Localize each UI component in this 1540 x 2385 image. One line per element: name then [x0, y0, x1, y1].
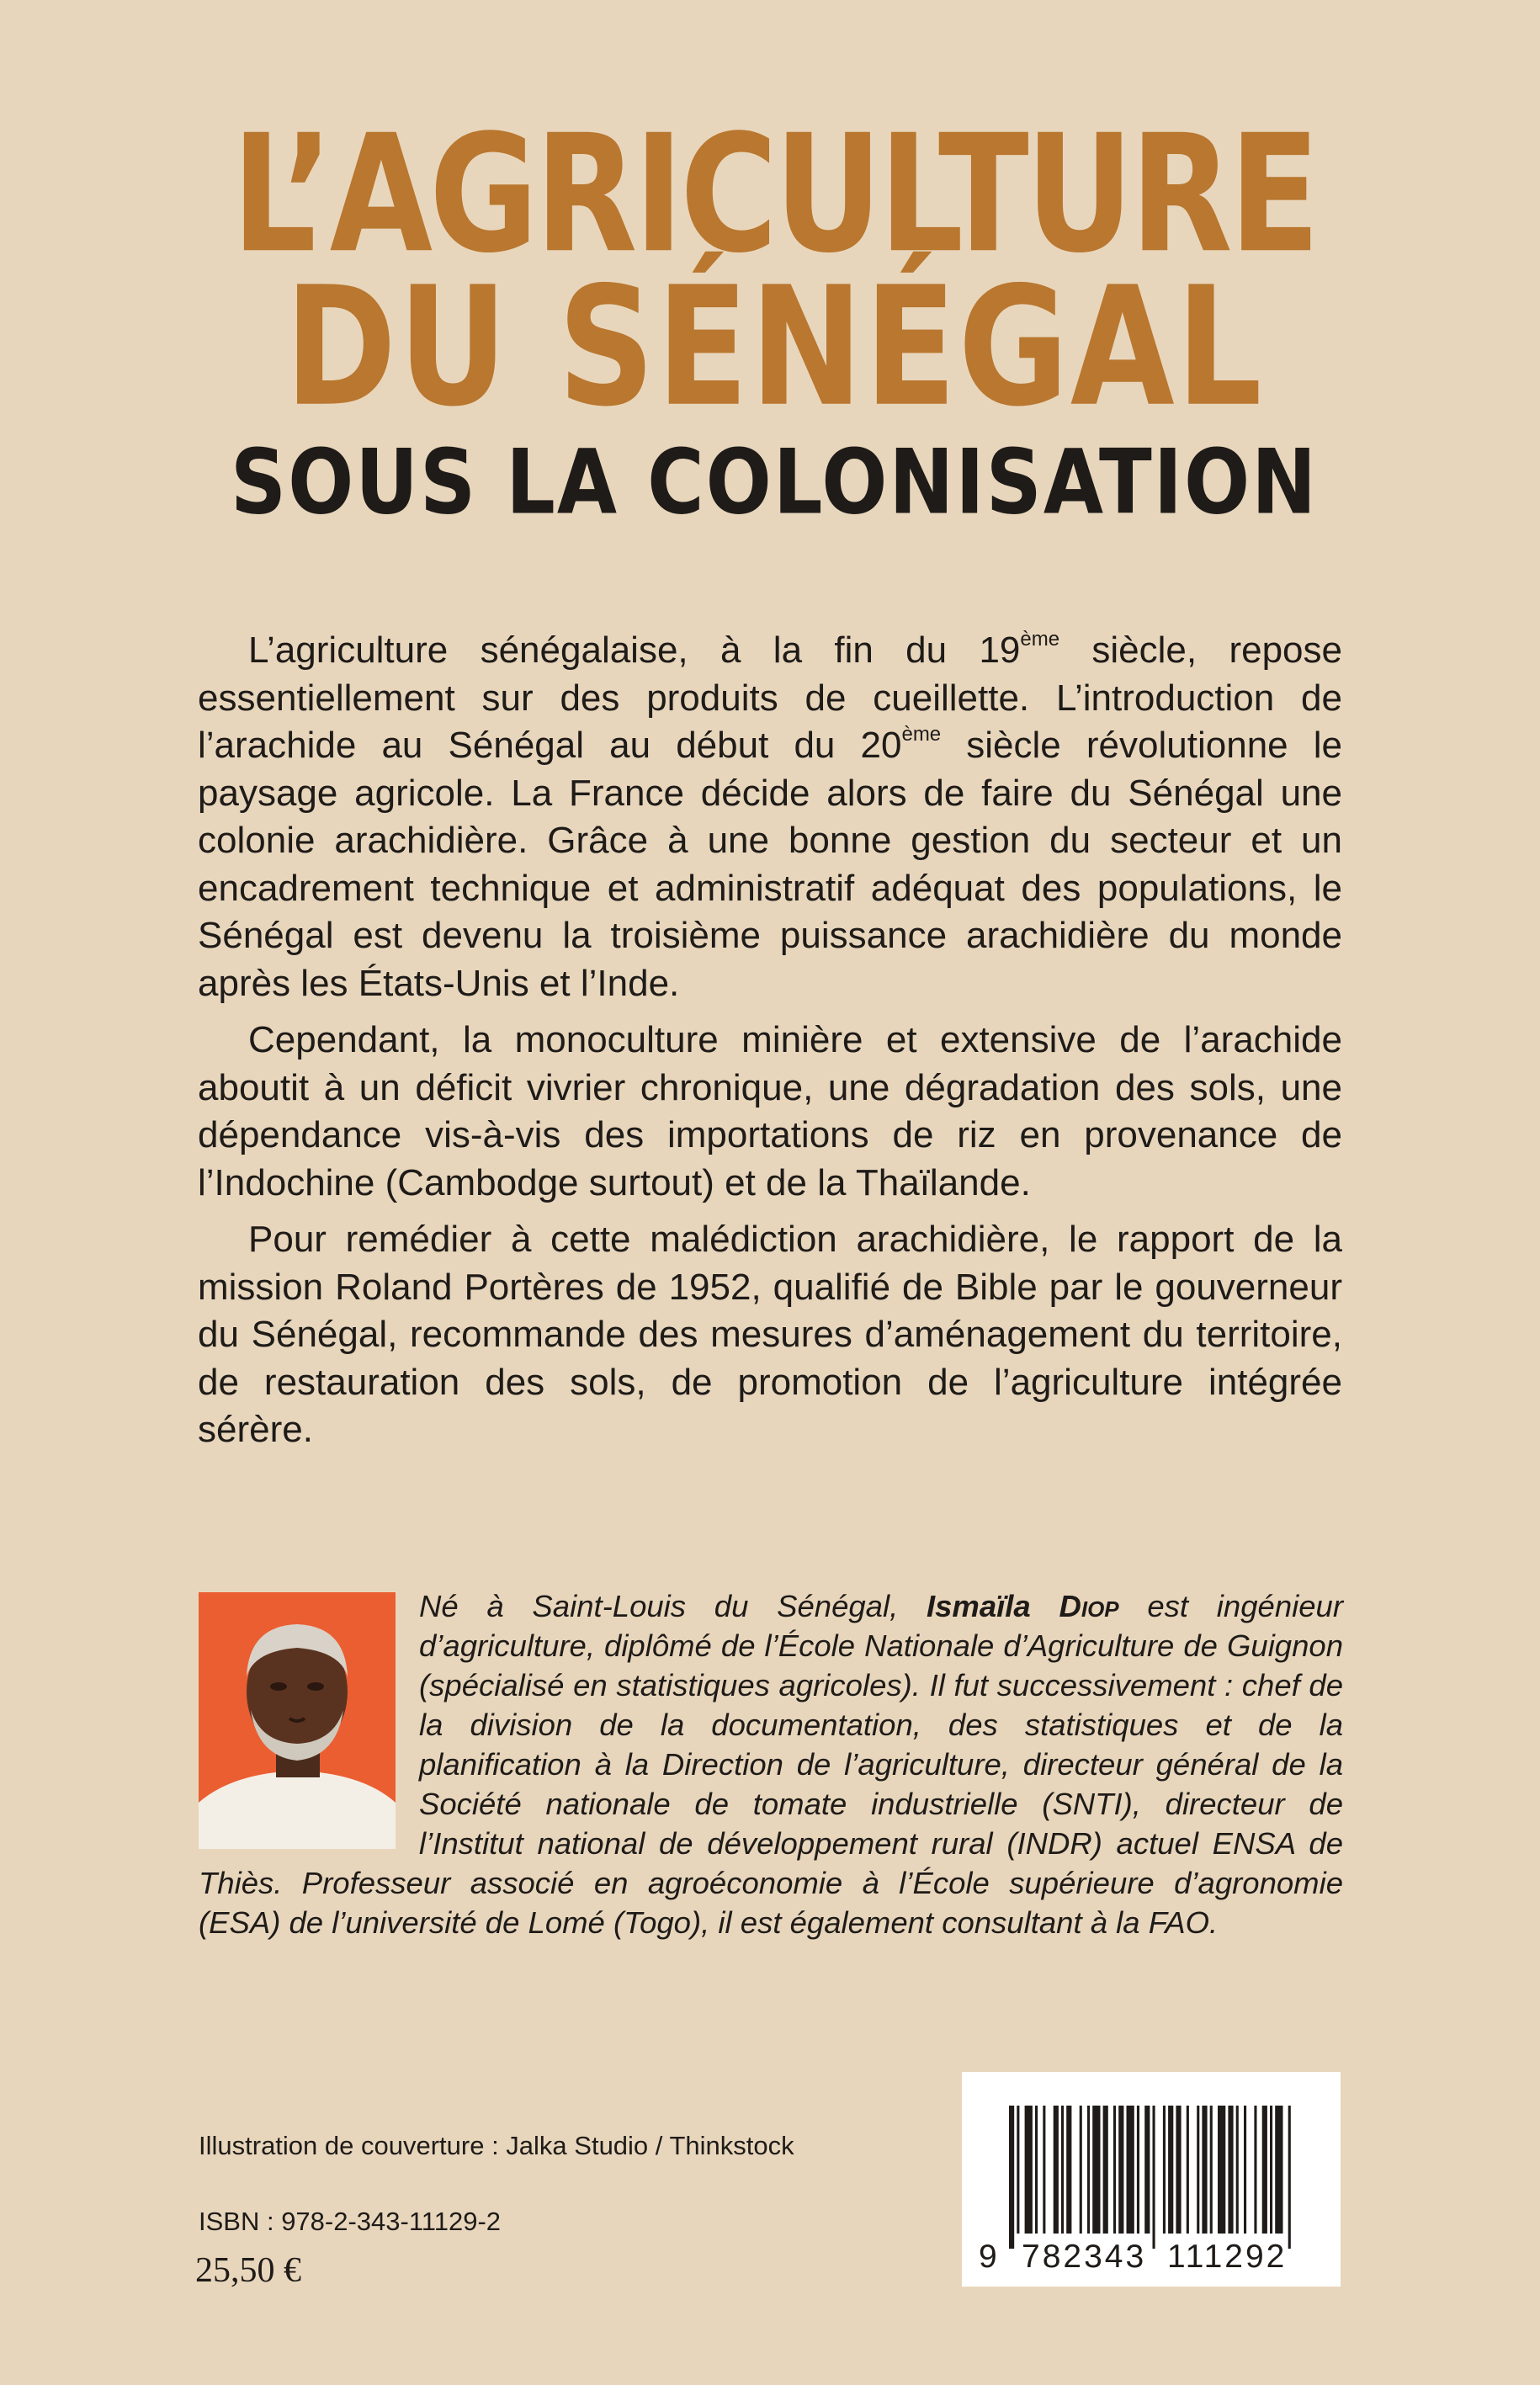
title-line-1: L’AGRICULTURE: [231, 100, 1317, 289]
title-line-2: DU SÉNÉGAL: [284, 250, 1264, 444]
barcode-bar: [1254, 2106, 1256, 2234]
barcode-bar: [1202, 2106, 1207, 2234]
barcode: 9 782343 111292: [962, 2072, 1341, 2287]
author-first-name: Ismaïla: [926, 1589, 1031, 1623]
barcode-bar: [1025, 2106, 1033, 2234]
author-bio: Né à Saint-Louis du Sénégal, Ismaïla Diop est ingénieur d’agriculture, diplômé de l’École Nationale d’Agriculture de Guignon (spécialisé en statistiques agricoles). Il fut successivement : chef de la division de la documentation, des statistiques et de la planification à la Direction de l’agriculture, directeur général de la Société nationale de tomate industrielle (SNTI), directeur de l’Institut national de développement rural (INDR) actuel ENSA de Thiès. Professeur associé en agroéconomie à l’École supérieure d’agronomie (ESA) de l’université de Lomé (Togo), il est également consultant à la FAO.: [199, 1589, 1343, 1940]
barcode-bar: [1163, 2106, 1166, 2234]
barcode-bars: [1009, 2106, 1295, 2249]
cover-credits: Illustration de couverture : Jalka Studio / Thinkstock: [199, 2131, 794, 2160]
barcode-bar: [1197, 2106, 1199, 2234]
barcode-bar: [1153, 2106, 1155, 2249]
barcode-bar: [1210, 2106, 1213, 2234]
barcode-bar: [1043, 2106, 1045, 2234]
barcode-bar: [1187, 2106, 1189, 2234]
barcode-bar: [1168, 2106, 1173, 2234]
barcode-bar: [1176, 2106, 1181, 2234]
barcode-bar: [1113, 2106, 1116, 2234]
barcode-bar: [1262, 2106, 1267, 2234]
barcode-bar: [1244, 2106, 1246, 2234]
barcode-bar: [1087, 2106, 1090, 2234]
barcode-bar: [1054, 2106, 1059, 2234]
cover-title: [194, 100, 1355, 534]
barcode-bar: [1127, 2106, 1134, 2234]
barcode-bar: [1009, 2106, 1014, 2249]
barcode-bar: [1218, 2106, 1225, 2234]
barcode-bar: [1288, 2106, 1291, 2249]
barcode-bar: [1092, 2106, 1100, 2234]
barcode-bar: [1118, 2106, 1123, 2234]
subtitle: SOUS LA COLONISATION: [230, 430, 1319, 534]
book-summary: [198, 627, 1342, 1463]
summary-paragraph-1: L’agriculture sénégalaise, à la fin du 19ème siècle, repose essentiellement sur des produits de cueillette. L’introduction de l’arachide au Sénégal au début du 20ème siècle révolutionne le paysage agricole. La France décide alors de faire du Sénégal une colonie arachidière. Grâce à une bonne gestion du secteur et un encadrement technique et administratif adéquat des populations, le Sénégal est devenu la troisième puissance arachidière du monde après les États-Unis et l’Inde.: [198, 628, 1343, 1004]
author-last-name: Diop: [1059, 1589, 1119, 1623]
barcode-bar: [1066, 2106, 1071, 2234]
barcode-bar: [1103, 2106, 1108, 2234]
barcode-bar: [1061, 2106, 1064, 2234]
barcode-bar: [1144, 2106, 1150, 2234]
summary-paragraph-3: Pour remédier à cette malédiction arachidière, le rapport de la mission Roland Portères de 1952, qualifié de Bible par le gouverneur du Sénégal, recommande des mesures d’aménagement du territoire, de restauration des sols, de promotion de l’agriculture intégrée sérère.: [198, 1219, 1342, 1450]
barcode-bar: [1236, 2106, 1239, 2234]
barcode-bar: [1017, 2106, 1019, 2234]
barcode-bar: [1270, 2106, 1272, 2234]
barcode-bar: [1035, 2106, 1038, 2234]
barcode-bar: [1228, 2106, 1233, 2234]
price: 25,50 €: [195, 2251, 301, 2290]
summary-paragraph-2: Cependant, la monoculture minière et extensive de l’arachide aboutit à un déficit vivrier chronique, une dégradation des sols, une dépendance vis-à-vis des importations de riz en provenance de l’Indochine (Cambodge surtout) et de la Thaïlande.: [198, 1019, 1342, 1203]
barcode-bar: [1275, 2106, 1282, 2234]
barcode-bar: [1080, 2106, 1082, 2234]
barcode-bar: [1137, 2106, 1139, 2234]
isbn: ISBN : 978-2-343-11129-2: [199, 2207, 502, 2236]
